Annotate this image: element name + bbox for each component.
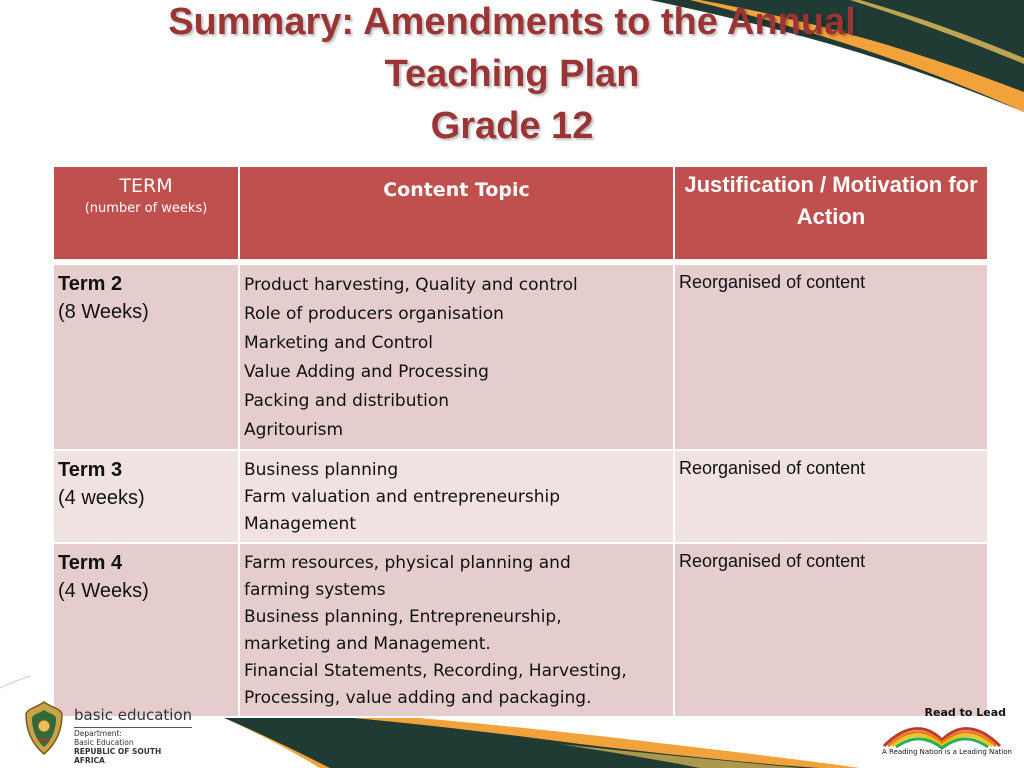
read-to-lead-logo (872, 704, 1012, 764)
term-cell (53, 262, 239, 450)
topic-item: Financial Statements, Recording, Harvesting, (244, 661, 627, 681)
topic-item: Management (244, 514, 356, 534)
department-sub-line: Basic Education (74, 738, 134, 747)
department-subtitle (74, 729, 192, 765)
header-justification (674, 166, 988, 262)
justification-text: Reorganised of content (679, 551, 866, 571)
campaign-tagline: A Reading Nation is a Leading Nation (882, 748, 1012, 756)
topic-item: Role of producers organisation (244, 304, 504, 324)
topic-item: marketing and Management. (244, 634, 491, 654)
term-name: Term 3 (58, 459, 123, 481)
campaign-title: Read to Lead (924, 706, 1006, 719)
justification-cell (674, 450, 988, 543)
department-country: REPUBLIC OF SOUTH AFRICA (74, 747, 162, 765)
table-row (53, 450, 988, 543)
justification-cell (674, 543, 988, 717)
topic-item: Farm valuation and entrepreneurship (244, 487, 561, 507)
justification-text: Reorganised of content (679, 272, 866, 292)
header-term-sublabel: (number of weeks) (84, 201, 208, 216)
teaching-plan-table (52, 165, 989, 718)
term-weeks: (4 Weeks) (58, 580, 149, 602)
department-logo (22, 700, 193, 765)
title-line-1: Summary: Amendments to the Annual (168, 1, 856, 43)
department-divider (74, 727, 192, 728)
topic-item: farming systems (244, 580, 386, 600)
table-header-row (53, 166, 988, 262)
header-term-label: TERM (119, 175, 173, 197)
topic-item: Farm resources, physical planning and (244, 553, 571, 573)
topic-item: Processing, value adding and packaging. (244, 688, 592, 708)
coat-of-arms-icon (22, 700, 66, 756)
table-row (53, 543, 988, 717)
left-faint-curve (0, 676, 30, 688)
topics-cell (239, 543, 674, 717)
department-name: basic education (74, 706, 193, 724)
topics-cell (239, 450, 674, 543)
department-sub-line: Department: (74, 729, 122, 738)
open-book-icon (876, 716, 1008, 750)
topic-item: Business planning, Entrepreneurship, (244, 607, 562, 627)
title-line-2: Teaching Plan (384, 53, 640, 95)
topics-cell (239, 262, 674, 450)
header-content-label: Content Topic (383, 179, 530, 201)
topic-item: Marketing and Control (244, 333, 433, 353)
table-row (53, 262, 988, 450)
topic-item: Business planning (244, 460, 399, 480)
term-name: Term 2 (58, 273, 123, 295)
topic-item: Packing and distribution (244, 391, 450, 411)
slide-title (0, 0, 1024, 152)
justification-cell (674, 262, 988, 450)
term-weeks: (4 weeks) (58, 487, 145, 509)
header-content (239, 166, 674, 262)
justification-text: Reorganised of content (679, 458, 866, 478)
header-justification-label: Justification / Motivation for Action (684, 172, 978, 229)
header-term (53, 166, 239, 262)
topic-item: Product harvesting, Quality and control (244, 275, 578, 295)
topic-item: Agritourism (244, 420, 344, 440)
topic-item: Value Adding and Processing (244, 362, 489, 382)
title-line-3: Grade 12 (430, 105, 594, 147)
term-cell (53, 450, 239, 543)
term-name: Term 4 (58, 552, 123, 574)
term-weeks: (8 Weeks) (58, 301, 149, 323)
term-cell (53, 543, 239, 717)
